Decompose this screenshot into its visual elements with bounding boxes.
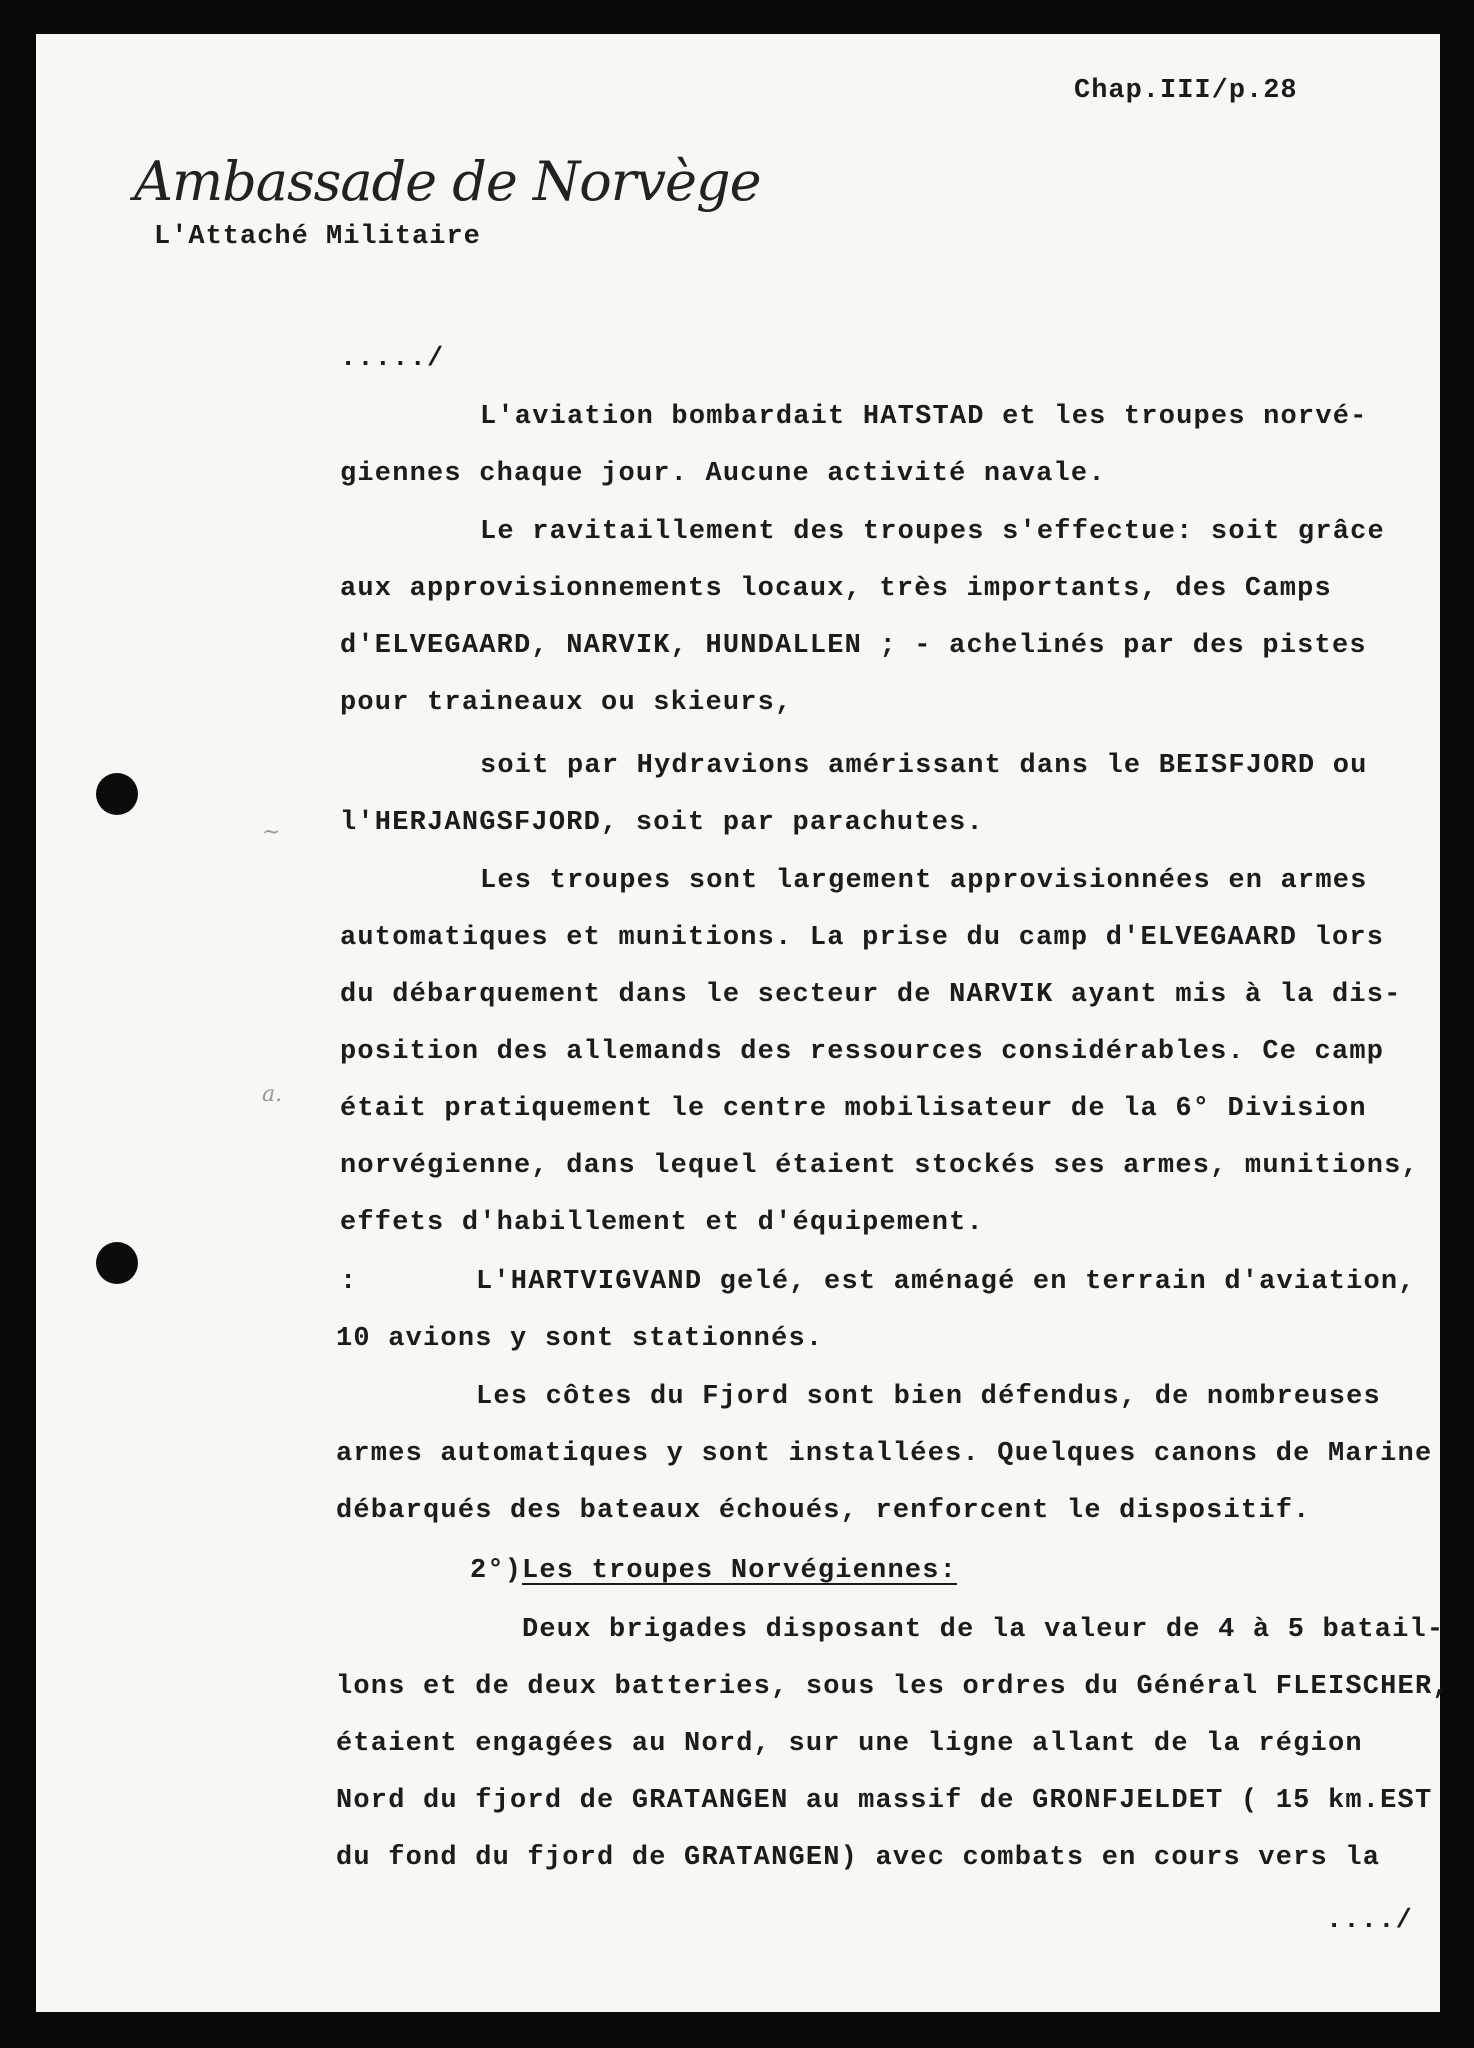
margin-annotation: ~ bbox=[262, 820, 281, 845]
section-heading: Les troupes Norvégiennes: bbox=[522, 1556, 958, 1586]
body-line: l'HERJANGSFJORD, soit par parachutes. bbox=[340, 808, 984, 838]
margin-annotation: a. bbox=[262, 1082, 283, 1107]
body-line: du fond du fjord de GRATANGEN) avec combats en cours vers la bbox=[336, 1843, 1381, 1873]
punch-hole-upper bbox=[96, 773, 138, 815]
body-line: Les côtes du Fjord sont bien défendus, de nombreuses bbox=[476, 1382, 1381, 1412]
body-line: position des allemands des ressources considérables. Ce camp bbox=[340, 1037, 1385, 1067]
continuation-marker-bottom: ..../ bbox=[1326, 1906, 1414, 1936]
letterhead-embassy: Ambassade de Norvège bbox=[134, 150, 761, 213]
body-line: d'ELVEGAARD, NARVIK, HUNDALLEN ; - achelinés par des pistes bbox=[340, 631, 1367, 661]
body-line: automatiques et munitions. La prise du camp d'ELVEGAARD lors bbox=[340, 923, 1385, 953]
body-line: était pratiquement le centre mobilisateur de la 6° Division bbox=[340, 1094, 1367, 1124]
page-reference: Chap.III/p.28 bbox=[1074, 76, 1298, 106]
body-line: aux approvisionnements locaux, très importants, des Camps bbox=[340, 574, 1332, 604]
body-line: pour traineaux ou skieurs, bbox=[340, 688, 793, 718]
body-line: Les troupes sont largement approvisionnées en armes bbox=[480, 866, 1368, 896]
body-line: Deux brigades disposant de la valeur de 4 à 5 batail- bbox=[522, 1615, 1445, 1645]
body-line: L'aviation bombardait HATSTAD et les troupes norvé- bbox=[480, 402, 1368, 432]
body-line: soit par Hydravions amérissant dans le BEISFJORD ou bbox=[480, 751, 1368, 781]
body-line: 10 avions y sont stationnés. bbox=[336, 1324, 824, 1354]
document-page bbox=[36, 34, 1440, 2012]
continuation-marker-top: ...../ bbox=[340, 344, 445, 374]
body-line: débarqués des bateaux échoués, renforcent le dispositif. bbox=[336, 1496, 1311, 1526]
punch-hole-lower bbox=[96, 1242, 138, 1284]
body-line: norvégienne, dans lequel étaient stockés ses armes, munitions, bbox=[340, 1151, 1419, 1181]
body-line: armes automatiques y sont installées. Quelques canons de Marine bbox=[336, 1439, 1433, 1469]
sender-title: L'Attaché Militaire bbox=[154, 222, 481, 252]
body-line: Le ravitaillement des troupes s'effectue: soit grâce bbox=[480, 517, 1385, 547]
section-number: 2°) bbox=[470, 1556, 523, 1586]
body-line: du débarquement dans le secteur de NARVIK ayant mis à la dis- bbox=[340, 980, 1402, 1010]
margin-colon: : bbox=[340, 1267, 358, 1297]
body-line: L'HARTVIGVAND gelé, est aménagé en terrain d'aviation, bbox=[476, 1267, 1416, 1297]
body-line: giennes chaque jour. Aucune activité navale. bbox=[340, 459, 1106, 489]
body-line: effets d'habillement et d'équipement. bbox=[340, 1208, 984, 1238]
body-line: étaient engagées au Nord, sur une ligne allant de la région bbox=[336, 1729, 1363, 1759]
body-line: Nord du fjord de GRATANGEN au massif de GRONFJELDET ( 15 km.EST bbox=[336, 1786, 1433, 1816]
body-line: lons et de deux batteries, sous les ordres du Général FLEISCHER, bbox=[336, 1672, 1450, 1702]
